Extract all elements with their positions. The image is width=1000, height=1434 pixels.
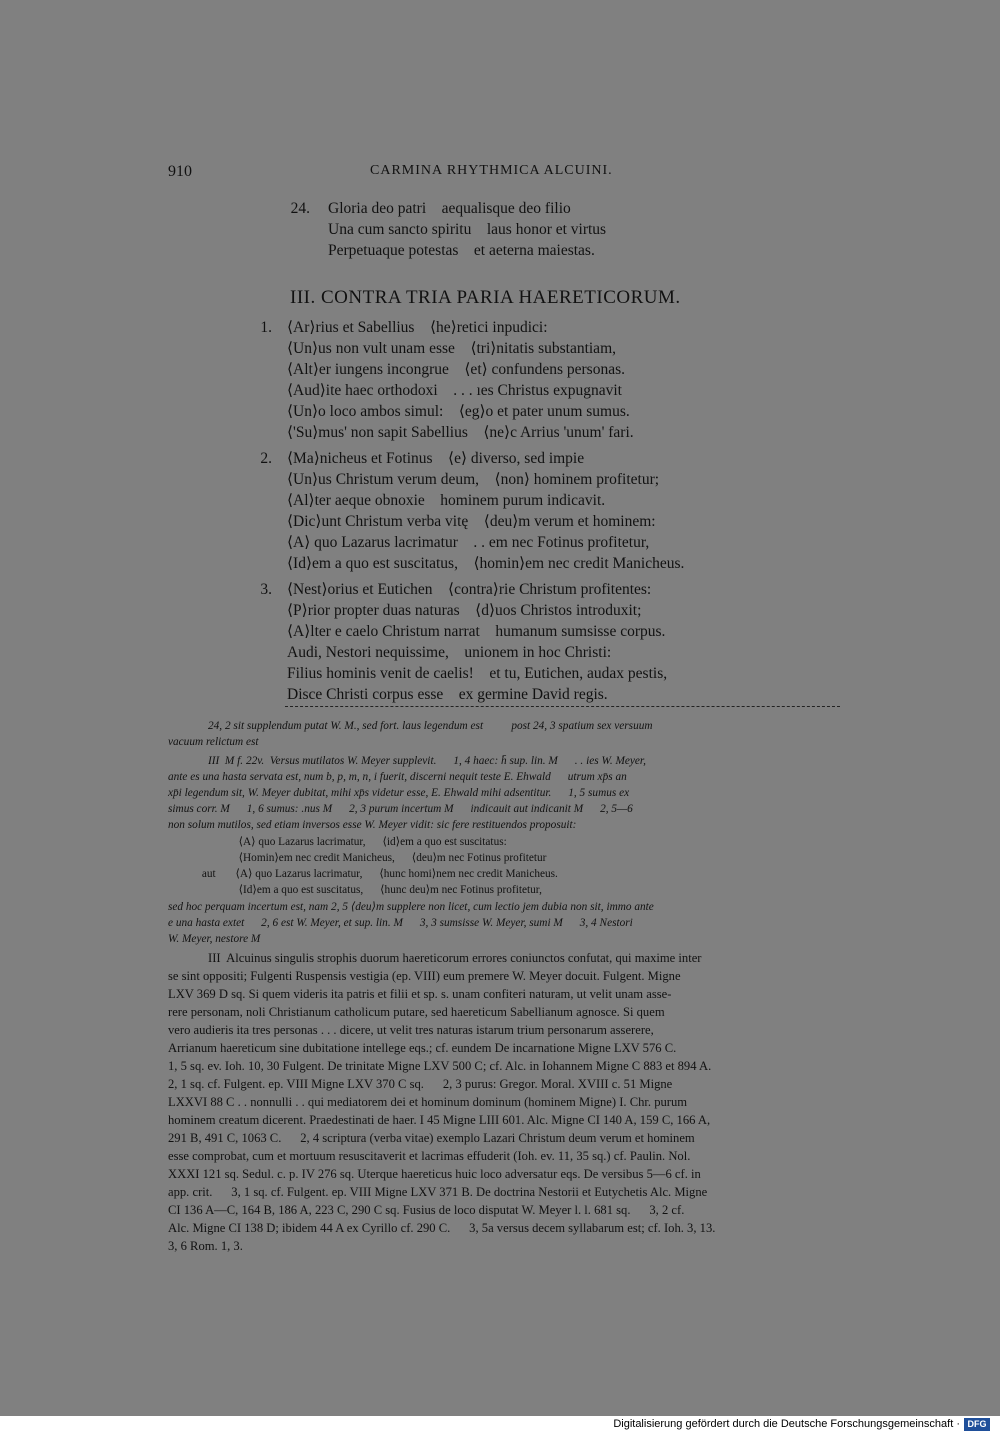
stanza-number: 3. [260, 581, 272, 598]
commentary-line: XXXI 121 sq. Sedul. c. p. IV 276 sq. Uterque haereticus huic loco adversatur eqs. De versibus 5—6 cf. in [168, 1167, 701, 1181]
apparatus-line: W. Meyer, nestore M [168, 933, 261, 945]
verse-line: Gloria deo patri aequalisque deo filio [328, 200, 571, 217]
apparatus-line: III M f. 22v. Versus mutilatos W. Meyer supplevit. 1, 4 haec: h̄ sup. lin. M . . ies W. Meyer, [208, 755, 646, 767]
verse-line: Disce Christi corpus esse ex germine David regis. [287, 686, 608, 703]
apparatus-line: ⟨A⟩ quo Lazarus lacrimatur, ⟨id⟩em a quo est suscitatus: [168, 836, 507, 848]
commentary-line: 3, 6 Rom. 1, 3. [168, 1239, 243, 1253]
commentary-line: esse comprobat, cum et mortuum resuscitaverit et lacrimas effuderit (Ioh. ev. 11, 35 sq.) cf. Paulin. Nol. [168, 1149, 691, 1163]
verse-line: Filius hominis venit de caelis! et tu, Eutichen, audax pestis, [287, 665, 668, 682]
commentary-line: LXXVI 88 C . . nonnulli . . qui mediatorem dei et hominum dominum (hominem Migne) I. Chr. purum [168, 1095, 688, 1109]
apparatus-line: ante es una hasta servata est, num b, p, m, n, i fuerit, discerni nequit teste E. Ehwald utrum xp̄s an [168, 771, 627, 783]
verse-line: ⟨A⟩lter e caelo Christum narrat humanum sumsisse corpus. [287, 623, 666, 640]
verse-line: ⟨P⟩rior propter duas naturas ⟨d⟩uos Christos introduxit; [287, 602, 642, 619]
verse-line: ⟨Alt⟩er iungens incongrue ⟨et⟩ confundens personas. [287, 361, 625, 378]
verse-line: ⟨Ma⟩nicheus et Fotinus ⟨e⟩ diverso, sed impie [287, 450, 585, 467]
commentary-line: 2, 1 sq. cf. Fulgent. ep. VIII Migne LXV 370 C sq. 2, 3 purus: Gregor. Moral. XVIII c. 51 Migne [168, 1077, 673, 1091]
apparatus-line: sed hoc perquam incertum est, nam 2, 5 ⟨deu⟩m supplere non licet, cum lectio jem dubia non sit, immo ante [168, 901, 654, 913]
commentary-line: app. crit. 3, 1 sq. cf. Fulgent. ep. VIII Migne LXV 371 B. De doctrina Nestorii et Eutychetis Alc. Migne [168, 1185, 708, 1199]
apparatus-line: aut ⟨A⟩ quo Lazarus lacrimatur, ⟨hunc homi⟩nem nec credit Manicheus. [168, 868, 558, 880]
stanza-number: 1. [260, 319, 272, 336]
commentary-line: CI 136 A—C, 164 B, 186 A, 223 C, 290 C sq. Fusius de loco disputat W. Meyer l. l. 681 sq. 3, 2 cf. [168, 1203, 685, 1217]
page-number: 910 [168, 163, 192, 180]
apparatus-line: xp̄i legendum sit, W. Meyer dubitat, mihi xp̄s videtur esse, E. Ehwald mihi adsentitur. 1, 5 sumus ex [168, 787, 630, 799]
commentary-line: rere personam, noli Christianum catholicum putare, sed haereticum Sabellianum agnosce. Si quem [168, 1005, 665, 1019]
commentary-line: se sint oppositi; Fulgenti Ruspensis vestigia (ep. VIII) eum premere W. Meyer docuit. Fulgent. Migne [168, 969, 681, 983]
funding-notice: Digitalisierung gefördert durch die Deutsche Forschungsgemeinschaft · [613, 1418, 960, 1430]
commentary-line: Alc. Migne CI 138 D; ibidem 44 A ex Cyrillo cf. 290 C. 3, 5a versus decem syllabarum est; cf. Ioh. 3, 13. [168, 1221, 716, 1235]
apparatus-line: ⟨Homin⟩em nec credit Manicheus, ⟨deu⟩m nec Fotinus profitetur [168, 852, 547, 864]
apparatus-line: 24, 2 sit supplendum putat W. M., sed fort. laus legendum est post 24, 3 spatium sex versuum [208, 720, 653, 732]
verse-line: ⟨Nest⟩orius et Eutichen ⟨contra⟩rie Christum profitentes: [287, 581, 652, 598]
commentary-line: 291 B, 491 C, 1063 C. 2, 4 scriptura (verba vitae) exemplo Lazari Christum deum verum et hominem [168, 1131, 695, 1145]
commentary-line: Arrianum haereticum sine dubitatione intellege eqs.; cf. eundem De incarnatione Migne LXV 576 C. [168, 1041, 677, 1055]
section-title: III. CONTRA TRIA PARIA HAERETICORUM. [290, 287, 681, 308]
commentary-line: vero audieris ita tres personas . . . dicere, ut velit tres naturas istarum trium personarum asserere, [168, 1023, 654, 1037]
verse-line: ⟨Dic⟩unt Christum verba vitę ⟨deu⟩m verum et hominem: [287, 513, 656, 530]
verse-line: ⟨Un⟩us Christum verum deum, ⟨non⟩ hominem profitetur; [287, 471, 660, 488]
verse-line: ⟨'Su⟩mus' non sapit Sabellius ⟨ne⟩c Arrius 'unum' fari. [287, 424, 634, 441]
footnote-separator [285, 706, 840, 707]
running-title: CARMINA RHYTHMICA ALCUINI. [370, 163, 613, 178]
apparatus-line: simus corr. M 1, 6 sumus: .nus M 2, 3 purum incertum M indicauit aut indicanit M 2, 5—6 [168, 803, 633, 815]
verse-line: Audi, Nestori nequissime, unionem in hoc Christi: [287, 644, 612, 661]
verse-line: Una cum sancto spiritu laus honor et virtus [328, 221, 607, 238]
stanza-number: 2. [260, 450, 272, 467]
verse-line: Perpetuaque potestas et aeterna maiestas. [328, 242, 595, 259]
commentary-line: hominem creatum dicerent. Praedestinati de haer. I 45 Migne LIII 601. Alc. Migne CI 140 A, 159 C, 166 A, [168, 1113, 711, 1127]
stanza-number: 24. [290, 200, 310, 217]
apparatus-line: e una hasta extet 2, 6 est W. Meyer, et sup. lin. M 3, 3 sumsisse W. Meyer, sumi M 3, 4 Nestori [168, 917, 633, 929]
verse-line: ⟨Un⟩us non vult unam esse ⟨tri⟩nitatis substantiam, [287, 340, 616, 357]
verse-line: ⟨A⟩ quo Lazarus lacrimatur . . em nec Fotinus profitetur, [287, 534, 650, 551]
verse-line: ⟨Aud⟩ite haec orthodoxi . . . ıes Christus expugnavit [287, 382, 622, 399]
verse-line: ⟨Al⟩ter aeque obnoxie hominem purum indicavit. [287, 492, 606, 509]
commentary-line: 1, 5 sq. ev. Ioh. 10, 30 Fulgent. De trinitate Migne LXV 500 C; cf. Alc. in Iohannem Migne C 883 et 894 A. [168, 1059, 712, 1073]
dfg-logo-icon[interactable]: DFG [964, 1418, 990, 1431]
apparatus-line: ⟨Id⟩em a quo est suscitatus, ⟨hunc deu⟩m nec Fotinus profitetur, [168, 884, 542, 896]
apparatus-line: vacuum relictum est [168, 736, 259, 748]
apparatus-line: non solum mutilos, sed etiam inversos esse W. Meyer vidit: sic fere restituendos proposuit: [168, 819, 577, 831]
commentary-line: LXV 369 D sq. Si quem videris ita patris et filii et sp. s. unam confiteri naturam, ut velit unam asse- [168, 987, 672, 1001]
commentary-line: III Alcuinus singulis strophis duorum haereticorum errores coniunctos confutat, qui maxime inter [208, 951, 702, 965]
verse-line: ⟨Ar⟩rius et Sabellius ⟨he⟩retici inpudici: [287, 319, 548, 336]
verse-line: ⟨Id⟩em a quo est suscitatus, ⟨homin⟩em nec credit Manicheus. [287, 555, 685, 572]
verse-line: ⟨Un⟩o loco ambos simul: ⟨eg⟩o et pater unum sumus. [287, 403, 630, 420]
